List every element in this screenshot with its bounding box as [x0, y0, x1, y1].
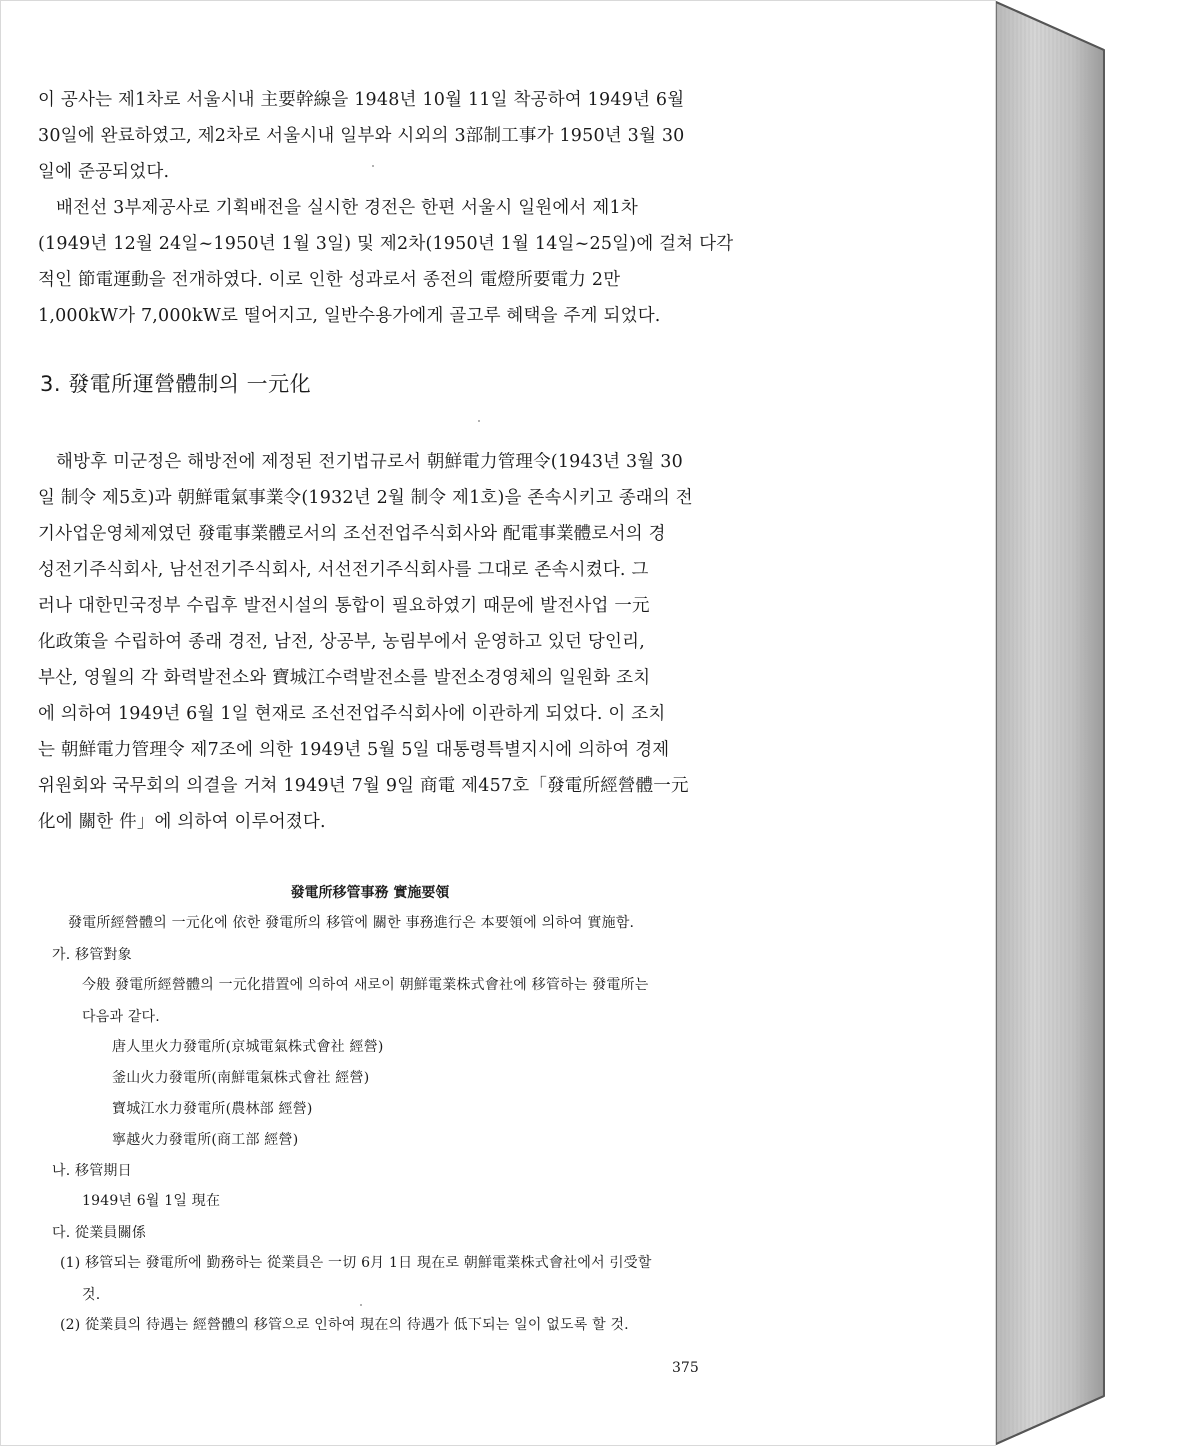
intro-paragraph	[38, 82, 702, 190]
text-line: 化에 關한 件」에 의하여 이루어졌다.	[38, 812, 326, 832]
text-line: 는 朝鮮電力管理令 제7조에 의한 1949년 5월 5일 대통령특별지시에 의하여 경제	[38, 740, 670, 760]
main-paragraph	[38, 444, 702, 840]
text-line: 이 공사는 제1차로 서울시내 主要幹線을 1948년 10월 11일 착공하여 1949년 6월	[38, 90, 685, 110]
scan-speck	[478, 420, 480, 422]
item-da-1: (1) 移管되는 發電所에 勤務하는 從業員은 一切 6月 1日 現在로 朝鮮電業株式會社에서 引受할	[60, 1255, 652, 1271]
text-line: 적인 節電運動을 전개하였다. 이로 인한 성과로서 종전의 電燈所要電力 2만	[38, 270, 621, 290]
text-line: 해방후 미군정은 해방전에 제정된 전기법규로서 朝鮮電力管理令(1943년 3월 30	[56, 452, 683, 472]
document-intro: 發電所經營體의 一元化에 依한 發電所의 移管에 關한 事務進行은 本要領에 의하여 實施함.	[68, 915, 635, 931]
plant-item: 唐人里火力發電所(京城電氣株式會社 經營)	[112, 1039, 384, 1055]
text-line: (1949년 12월 24일~1950년 1월 3일) 및 제2차(1950년 1월 14일~25일)에 걸쳐 다각	[38, 234, 734, 254]
text-line: 30일에 완료하였고, 제2차로 서울시내 일부와 시외의 3部制工事가 1950년 3월 30	[38, 126, 685, 146]
page-number: 375	[672, 1360, 699, 1376]
scan-speck	[360, 1304, 362, 1306]
text-line: 성전기주식회사, 남선전기주식회사, 서선전기주식회사를 그대로 존속시켰다. 그	[38, 560, 649, 580]
text-line: 일 制令 제5호)과 朝鮮電氣事業令(1932년 2월 制令 제1호)을 존속시키고 종래의 전	[38, 488, 693, 508]
item-ga-text: 今般 發電所經營體의 一元化措置에 의하여 새로이 朝鮮電業株式會社에 移管하는 發電所는	[82, 977, 649, 993]
text-line: 化政策을 수립하여 종래 경전, 남전, 상공부, 농림부에서 운영하고 있던 당인리,	[38, 632, 645, 652]
item-ga-label: 가. 移管對象	[52, 947, 132, 963]
item-da-1-cont: 것.	[82, 1287, 101, 1303]
text-line: 기사업운영체제였던 發電事業體로서의 조선전업주식회사와 配電事業體로서의 경	[38, 524, 666, 544]
section-heading: 3. 發電所運營體制의 一元化	[40, 372, 312, 396]
scan-speck	[372, 165, 374, 167]
item-na-text: 1949년 6월 1일 現在	[82, 1193, 221, 1209]
text-line: 부산, 영월의 각 화력발전소와 寶城江수력발전소를 발전소경영체의 일원화 조치	[38, 668, 651, 688]
plant-item: 釜山火力發電所(南鮮電氣株式會社 經營)	[112, 1070, 370, 1086]
text-line: 러나 대한민국정부 수립후 발전시설의 통합이 필요하였기 때문에 발전사업 一元	[38, 596, 650, 616]
book-page-edges	[996, 0, 1192, 1446]
second-paragraph	[38, 190, 734, 334]
plant-item: 寶城江水力發電所(農林部 經營)	[112, 1101, 313, 1117]
item-na-label: 나. 移管期日	[52, 1163, 132, 1179]
item-ga-text: 다음과 같다.	[82, 1009, 160, 1025]
text-line: 위원회와 국무회의 의결을 거쳐 1949년 7월 9일 商電 제457호「發電所經營體一元	[38, 776, 689, 796]
text-line: 1,000kW가 7,000kW로 떨어지고, 일반수용가에게 골고루 혜택을 주게 되었다.	[38, 306, 661, 326]
item-da-label: 다. 從業員關係	[52, 1225, 147, 1241]
plant-item: 寧越火力發電所(商工部 經營)	[112, 1132, 299, 1148]
document-title: 發電所移管事務 實施要領	[290, 885, 450, 901]
text-line: 일에 준공되었다.	[38, 162, 170, 182]
text-line: 에 의하여 1949년 6월 1일 현재로 조선전업주식회사에 이관하게 되었다. 이 조치	[38, 704, 666, 724]
item-da-2: (2) 從業員의 待遇는 經營體의 移管으로 인하여 現在의 待遇가 低下되는 일이 없도록 할 것.	[60, 1317, 629, 1333]
text-line: 배전선 3부제공사로 기획배전을 실시한 경전은 한편 서울시 일원에서 제1차	[56, 198, 638, 218]
